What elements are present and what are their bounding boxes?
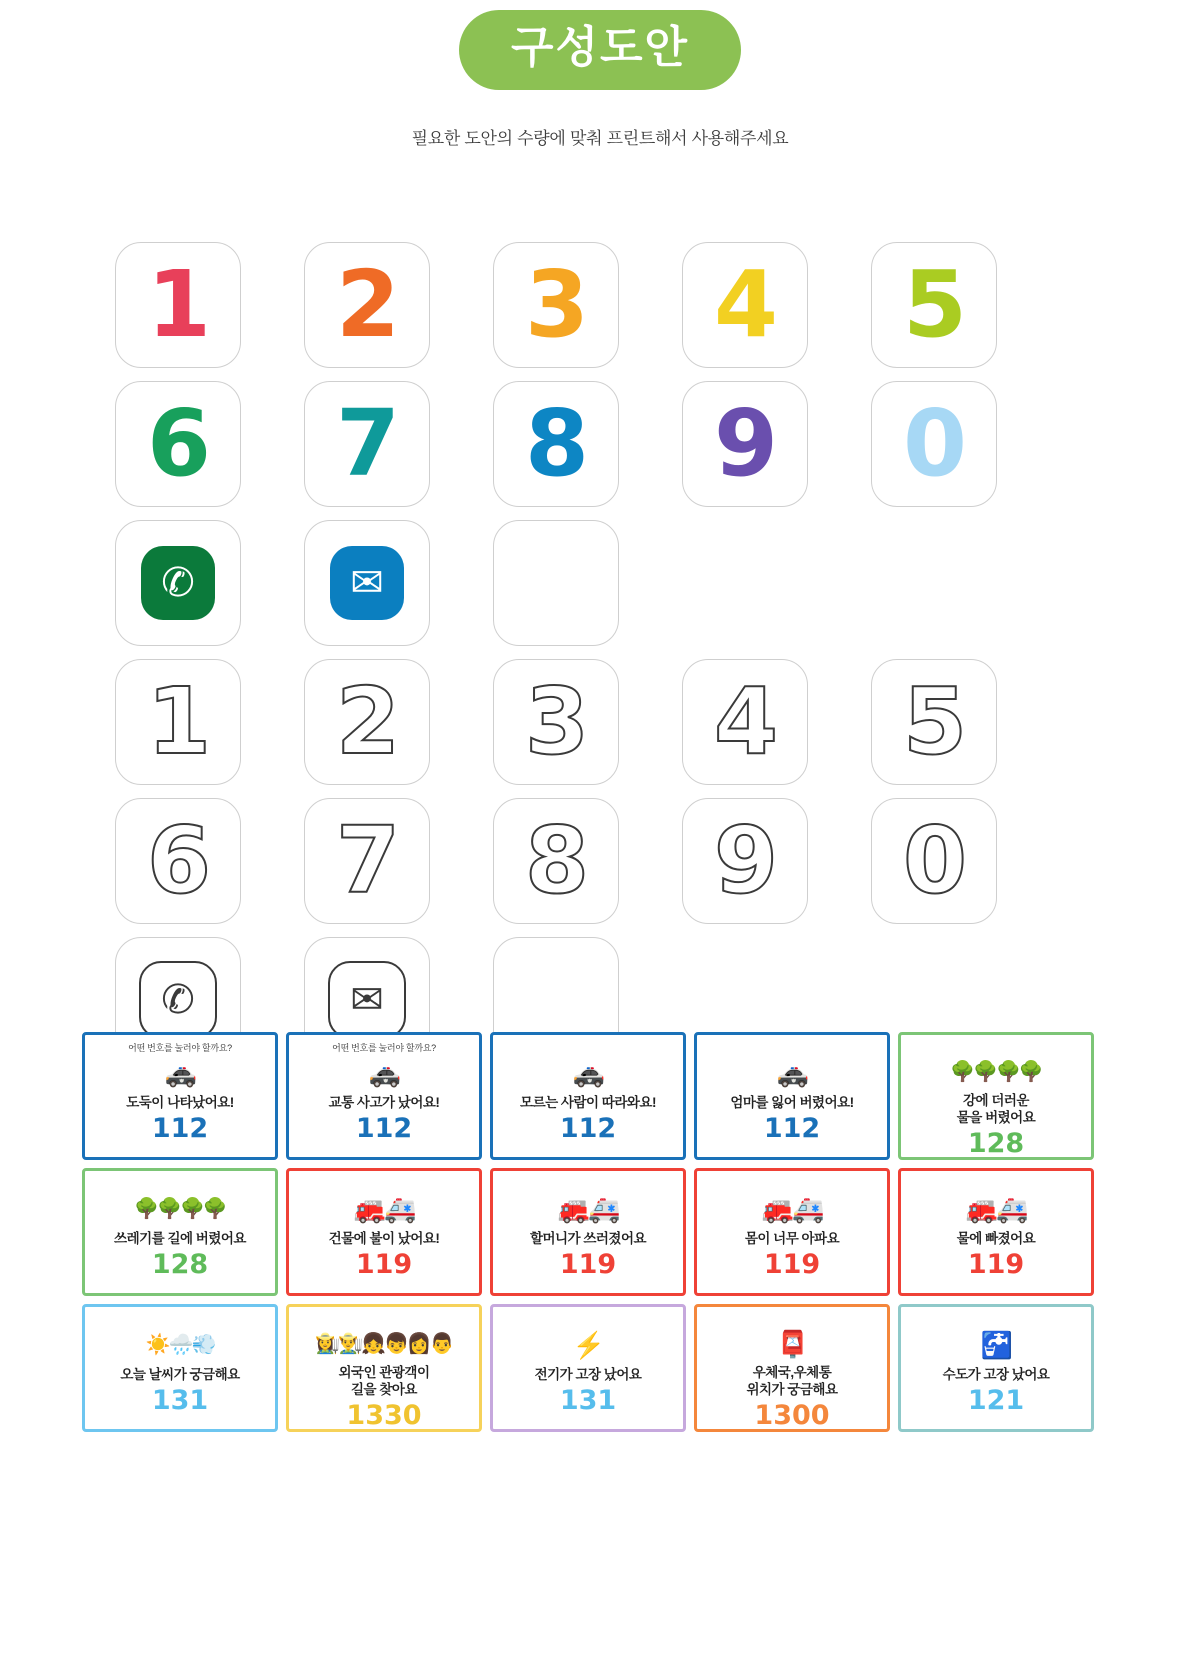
card-phone-number: 128 (151, 1248, 209, 1280)
card-phone-number: 119 (355, 1248, 413, 1280)
card-phone-number: 112 (559, 1112, 617, 1144)
card-illustration-icon: 🌳🌳🌳🌳 (134, 1198, 226, 1220)
card-phone-number: 119 (967, 1248, 1025, 1280)
card-illustration-icon: 🚒🚑 (353, 1194, 415, 1224)
page-header (0, 0, 1200, 149)
card-illustration-icon: 🌳🌳🌳🌳 (950, 1060, 1042, 1083)
card-situation-text: 오늘 날씨가 궁금해요 (120, 1367, 240, 1382)
phone-icon: ✆ (141, 546, 215, 620)
emergency-card[interactable] (286, 1032, 482, 1160)
blank-card[interactable] (493, 520, 619, 646)
card-illustration-icon: 👩‍🌾👨‍🌾👧👦👩👨 (315, 1332, 453, 1355)
card-top-note: 어떤 번호를 눌러야 할까요? (128, 1043, 232, 1053)
card-illustration-icon: ⚡ (572, 1330, 604, 1360)
number-card-7-outline[interactable] (304, 798, 430, 924)
emergency-card[interactable] (694, 1032, 890, 1160)
digit-glyph: 3 (524, 251, 587, 358)
number-card-9-outline[interactable] (682, 798, 808, 924)
emergency-card[interactable] (82, 1032, 278, 1160)
card-illustration-icon: ☀️🌧️💨 (145, 1334, 215, 1356)
digit-glyph: 7 (335, 390, 398, 497)
emergency-card[interactable] (490, 1032, 686, 1160)
number-card-3[interactable] (493, 242, 619, 368)
digit-glyph: 4 (713, 251, 776, 358)
card-illustration-icon: 🚓 (776, 1058, 808, 1088)
card-phone-number: 1330 (346, 1400, 422, 1431)
digit-glyph: 0 (902, 390, 965, 497)
digit-glyph: 2 (335, 251, 398, 358)
card-situation-text: 쓰레기를 길에 버렸어요 (114, 1231, 246, 1246)
number-card-row (115, 520, 1090, 646)
number-card-5-outline[interactable] (871, 659, 997, 785)
digit-glyph: 5 (902, 251, 965, 358)
card-situation-text: 우체국,우체통 위치가 궁금해요 (746, 1365, 838, 1398)
card-illustration-icon: 🚰 (980, 1330, 1012, 1360)
card-situation-text: 몸이 너무 아파요 (744, 1231, 840, 1246)
number-card-8-outline[interactable] (493, 798, 619, 924)
card-illustration-icon: 🚒🚑 (965, 1194, 1027, 1224)
phone-icon: ✆ (139, 961, 217, 1039)
digit-glyph: 9 (713, 807, 776, 914)
number-card-row (115, 381, 1090, 507)
number-card-3-outline[interactable] (493, 659, 619, 785)
card-situation-text: 수도가 고장 났어요 (942, 1367, 1050, 1382)
number-card-6-outline[interactable] (115, 798, 241, 924)
card-situation-text: 모르는 사람이 따라와요! (520, 1095, 656, 1110)
number-card-7[interactable] (304, 381, 430, 507)
card-situation-text: 교통 사고가 났어요! (328, 1095, 440, 1110)
card-illustration-icon: 🚓 (368, 1058, 400, 1088)
number-card-1-outline[interactable] (115, 659, 241, 785)
card-top-note: 어떤 번호를 눌러야 할까요? (332, 1043, 436, 1053)
digit-glyph: 4 (713, 668, 776, 775)
card-situation-text: 할머니가 쓰러졌어요 (529, 1231, 647, 1246)
card-illustration-icon: 🚓 (572, 1058, 604, 1088)
grid-spacer (682, 520, 808, 646)
card-phone-number: 112 (151, 1112, 209, 1144)
digit-glyph: 7 (335, 807, 398, 914)
number-card-mail-icon[interactable] (304, 520, 430, 646)
page-title: 구성도안 (459, 10, 741, 90)
card-situation-text: 강에 더러운 물을 버렸어요 (956, 1093, 1036, 1126)
card-illustration-icon: 🚒🚑 (557, 1194, 619, 1224)
page-subtitle: 필요한 도안의 수량에 맞춰 프린트해서 사용해주세요 (411, 129, 789, 149)
number-card-2-outline[interactable] (304, 659, 430, 785)
card-situation-text: 건물에 불이 났어요! (328, 1231, 440, 1246)
digit-glyph: 6 (146, 807, 209, 914)
digit-glyph: 1 (146, 251, 209, 358)
card-situation-text: 전기가 고장 났어요 (534, 1367, 642, 1382)
number-card-9[interactable] (682, 381, 808, 507)
number-card-1[interactable] (115, 242, 241, 368)
number-card-0[interactable] (871, 381, 997, 507)
emergency-card[interactable] (898, 1304, 1094, 1432)
mail-icon: ✉ (330, 546, 404, 620)
card-phone-number: 112 (763, 1112, 821, 1144)
card-situation-text: 엄마를 잃어 버렸어요! (730, 1095, 854, 1110)
emergency-card[interactable] (694, 1304, 890, 1432)
number-card-4[interactable] (682, 242, 808, 368)
digit-glyph: 9 (713, 390, 776, 497)
number-card-phone-icon[interactable] (115, 520, 241, 646)
mail-icon: ✉ (328, 961, 406, 1039)
digit-glyph: 8 (524, 807, 587, 914)
card-illustration-icon: 🚓 (164, 1058, 196, 1088)
emergency-card[interactable] (898, 1168, 1094, 1296)
emergency-number-card-list (82, 1032, 1118, 1432)
card-phone-number: 119 (559, 1248, 617, 1280)
card-illustration-icon: 📮 (776, 1328, 808, 1359)
number-card-row (115, 242, 1090, 368)
number-card-grid (115, 242, 1090, 1076)
digit-glyph: 8 (524, 390, 587, 497)
emergency-card[interactable] (286, 1304, 482, 1432)
digit-glyph: 6 (146, 390, 209, 497)
card-situation-text: 물에 빠졌어요 (956, 1231, 1036, 1246)
digit-glyph: 1 (146, 668, 209, 775)
grid-spacer (871, 520, 997, 646)
digit-glyph: 5 (902, 668, 965, 775)
emergency-card[interactable] (898, 1032, 1094, 1160)
emergency-card[interactable] (490, 1304, 686, 1432)
number-card-row (115, 659, 1090, 785)
digit-glyph: 0 (902, 807, 965, 914)
card-phone-number: 1300 (754, 1400, 830, 1431)
card-phone-number: 128 (967, 1128, 1025, 1159)
digit-glyph: 2 (335, 668, 398, 775)
card-phone-number: 119 (763, 1248, 821, 1280)
emergency-card[interactable] (82, 1304, 278, 1432)
number-card-6[interactable] (115, 381, 241, 507)
digit-glyph: 3 (524, 668, 587, 775)
card-situation-text: 외국인 관광객이 길을 찾아요 (338, 1365, 430, 1398)
card-phone-number: 131 (559, 1384, 617, 1416)
card-phone-number: 131 (151, 1384, 209, 1416)
emergency-card[interactable] (286, 1168, 482, 1296)
card-situation-text: 도둑이 나타났어요! (126, 1095, 234, 1110)
number-card-4-outline[interactable] (682, 659, 808, 785)
number-card-row (115, 798, 1090, 924)
number-card-2[interactable] (304, 242, 430, 368)
number-card-5[interactable] (871, 242, 997, 368)
emergency-card[interactable] (82, 1168, 278, 1296)
emergency-card[interactable] (490, 1168, 686, 1296)
number-card-0-outline[interactable] (871, 798, 997, 924)
number-card-8[interactable] (493, 381, 619, 507)
emergency-card[interactable] (694, 1168, 890, 1296)
card-phone-number: 121 (967, 1384, 1025, 1416)
card-illustration-icon: 🚒🚑 (761, 1194, 823, 1224)
card-phone-number: 112 (355, 1112, 413, 1144)
